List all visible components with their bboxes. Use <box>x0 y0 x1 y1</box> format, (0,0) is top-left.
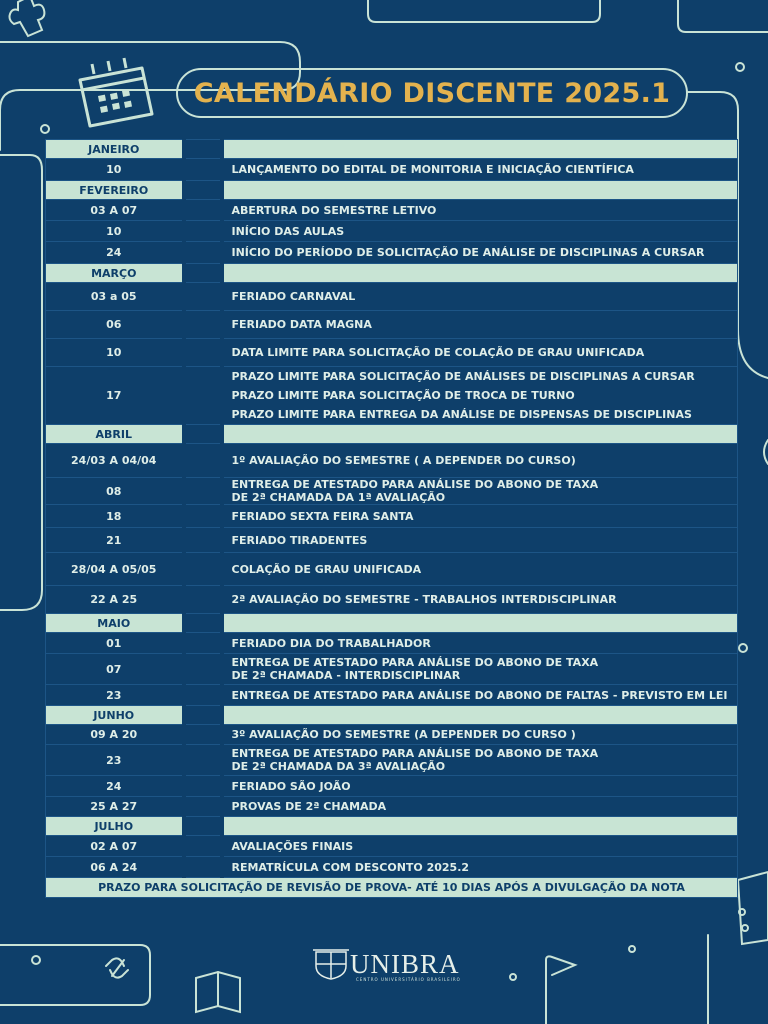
footer-note: PRAZO PARA SOLICITAÇÃO DE REVISÃO DE PROVA- ATÉ 10 DIAS APÓS A DIVULGAÇÃO DA NOTA <box>46 878 738 898</box>
gap-cell <box>184 311 222 339</box>
event-date: 01 <box>46 633 184 654</box>
table-row <box>46 339 738 367</box>
event-text: 2ª AVALIAÇÃO DO SEMESTRE - TRABALHOS INTERDISCIPLINAR <box>231 593 617 606</box>
table-row <box>46 725 738 745</box>
gap-cell <box>184 836 222 857</box>
event-description <box>222 242 738 264</box>
event-text: DE 2ª CHAMADA DA 3ª AVALIAÇÃO <box>231 760 446 773</box>
event-date: 06 A 24 <box>46 857 184 878</box>
event-description <box>222 633 738 654</box>
gap-cell <box>184 505 222 528</box>
page-title: CALENDÁRIO DISCENTE 2025.1 <box>193 77 671 109</box>
event-description <box>222 367 738 425</box>
logo-name: UNIBRA <box>350 948 460 979</box>
gap-cell <box>184 745 222 776</box>
gap-cell <box>184 221 222 242</box>
gap-cell <box>184 654 222 685</box>
event-description <box>222 776 738 797</box>
event-text: FERIADO DATA MAGNA <box>231 318 372 331</box>
title-banner <box>176 68 688 118</box>
gap-cell <box>184 633 222 654</box>
event-text: PROVAS DE 2ª CHAMADA <box>231 800 387 813</box>
event-description <box>222 586 738 614</box>
table-row <box>46 159 738 181</box>
event-date: 24 <box>46 242 184 264</box>
table-row <box>46 200 738 221</box>
event-text: DE 2ª CHAMADA - INTERDISCIPLINAR <box>231 669 461 682</box>
month-header <box>46 817 738 836</box>
gap-cell <box>184 553 222 586</box>
gap-cell <box>184 685 222 706</box>
event-description <box>222 745 738 776</box>
gap-cell <box>184 339 222 367</box>
gap-cell <box>184 181 222 200</box>
table-row <box>46 633 738 654</box>
month-header <box>46 264 738 283</box>
month-bar <box>222 614 738 633</box>
gap-cell <box>184 776 222 797</box>
event-text: INÍCIO DO PERÍODO DE SOLICITAÇÃO DE ANÁLISE DE DISCIPLINAS A CURSAR <box>231 246 705 259</box>
event-date: 25 A 27 <box>46 797 184 817</box>
event-date: 10 <box>46 221 184 242</box>
event-text: ABERTURA DO SEMESTRE LETIVO <box>231 203 437 217</box>
gap-cell <box>184 528 222 553</box>
gap-cell <box>184 264 222 283</box>
month-bar <box>222 706 738 725</box>
logo-subtitle: CENTRO UNIVERSITÁRIO BRASILEIRO <box>356 977 461 982</box>
table-row <box>46 221 738 242</box>
event-description <box>222 478 738 505</box>
month-bar <box>222 425 738 444</box>
table-row <box>46 367 738 425</box>
event-date: 07 <box>46 654 184 685</box>
table-row <box>46 586 738 614</box>
event-text: INÍCIO DAS AULAS <box>231 224 345 238</box>
event-description <box>222 339 738 367</box>
month-header <box>46 614 738 633</box>
month-header <box>46 181 738 200</box>
gap-cell <box>184 242 222 264</box>
event-text: COLAÇÃO DE GRAU UNIFICADA <box>231 562 422 576</box>
event-description <box>222 505 738 528</box>
gap-cell <box>184 797 222 817</box>
month-name: MARÇO <box>46 264 184 283</box>
event-date: 24 <box>46 776 184 797</box>
event-date: 23 <box>46 685 184 706</box>
event-description <box>222 200 738 221</box>
month-name: FEVEREIRO <box>46 181 184 200</box>
event-description <box>222 528 738 553</box>
event-date: 23 <box>46 745 184 776</box>
table-row <box>46 836 738 857</box>
event-date: 17 <box>46 367 184 425</box>
gap-cell <box>184 478 222 505</box>
event-description <box>222 836 738 857</box>
month-name: ABRIL <box>46 425 184 444</box>
event-description <box>222 553 738 586</box>
event-text: 1º AVALIAÇÃO DO SEMESTRE ( A DEPENDER DO CURSO) <box>231 454 576 467</box>
event-description <box>222 857 738 878</box>
event-description <box>222 685 738 706</box>
event-date: 21 <box>46 528 184 553</box>
month-name: MAIO <box>46 614 184 633</box>
event-date: 03 a 05 <box>46 283 184 311</box>
gap-cell <box>184 200 222 221</box>
event-text: ENTREGA DE ATESTADO PARA ANÁLISE DO ABONO DE TAXA <box>231 656 599 669</box>
month-header <box>46 425 738 444</box>
event-text: 3º AVALIAÇÃO DO SEMESTRE (A DEPENDER DO CURSO ) <box>231 728 576 741</box>
table-row <box>46 654 738 685</box>
event-text: PRAZO LIMITE PARA SOLICITAÇÃO DE TROCA DE TURNO <box>231 389 575 402</box>
event-text: ENTREGA DE ATESTADO PARA ANÁLISE DO ABONO DE FALTAS - PREVISTO EM LEI <box>231 688 728 702</box>
event-description <box>222 159 738 181</box>
event-text: LANÇAMENTO DO EDITAL DE MONITORIA E INICIAÇÃO CIENTÍFICA <box>231 163 634 176</box>
event-date: 24/03 A 04/04 <box>46 444 184 478</box>
calendar-icon <box>76 56 156 132</box>
month-header <box>46 140 738 159</box>
month-bar <box>222 140 738 159</box>
month-bar <box>222 817 738 836</box>
gap-cell <box>184 159 222 181</box>
month-name: JULHO <box>46 817 184 836</box>
event-text: FERIADO DIA DO TRABALHADOR <box>231 636 431 650</box>
event-text: FERIADO CARNAVAL <box>231 290 356 303</box>
event-description <box>222 221 738 242</box>
event-description <box>222 444 738 478</box>
table-row <box>46 444 738 478</box>
table-row <box>46 478 738 505</box>
event-date: 18 <box>46 505 184 528</box>
gap-cell <box>184 367 222 425</box>
month-name: JANEIRO <box>46 140 184 159</box>
event-description <box>222 283 738 311</box>
table-row <box>46 857 738 878</box>
gap-cell <box>184 586 222 614</box>
month-name: JUNHO <box>46 706 184 725</box>
table-row <box>46 797 738 817</box>
gap-cell <box>184 725 222 745</box>
month-bar <box>222 264 738 283</box>
event-date: 02 A 07 <box>46 836 184 857</box>
event-text: ENTREGA DE ATESTADO PARA ANÁLISE DO ABONO DE TAXA <box>231 747 599 760</box>
gap-cell <box>184 857 222 878</box>
gap-cell <box>184 425 222 444</box>
table-row <box>46 242 738 264</box>
table-row <box>46 553 738 586</box>
event-description <box>222 797 738 817</box>
event-date: 06 <box>46 311 184 339</box>
month-header <box>46 706 738 725</box>
event-text: PRAZO LIMITE PARA ENTREGA DA ANÁLISE DE DISPENSAS DE DISCIPLINAS <box>231 408 692 421</box>
calendar-table <box>45 139 738 898</box>
table-row <box>46 528 738 553</box>
event-text: FERIADO SÃO JOÃO <box>231 779 351 793</box>
gap-cell <box>184 140 222 159</box>
event-description <box>222 654 738 685</box>
event-date: 28/04 A 05/05 <box>46 553 184 586</box>
gap-cell <box>184 614 222 633</box>
logo-shield-icon <box>312 948 350 980</box>
event-text: ENTREGA DE ATESTADO PARA ANÁLISE DO ABONO DE TAXA <box>231 478 599 491</box>
table-row <box>46 745 738 776</box>
table-row <box>46 283 738 311</box>
gap-cell <box>184 283 222 311</box>
event-description <box>222 725 738 745</box>
event-date: 10 <box>46 339 184 367</box>
event-description <box>222 311 738 339</box>
unibra-logo <box>312 948 460 980</box>
table-row <box>46 776 738 797</box>
event-date: 10 <box>46 159 184 181</box>
event-date: 03 A 07 <box>46 200 184 221</box>
event-text: DATA LIMITE PARA SOLICITAÇÃO DE COLAÇÃO DE GRAU UNIFICADA <box>231 346 645 359</box>
event-text: FERIADO TIRADENTES <box>231 533 368 547</box>
month-bar <box>222 181 738 200</box>
table-row <box>46 311 738 339</box>
event-date: 09 A 20 <box>46 725 184 745</box>
event-text: DE 2ª CHAMADA DA 1ª AVALIAÇÃO <box>231 491 446 504</box>
event-text: FERIADO SEXTA FEIRA SANTA <box>231 509 414 523</box>
event-text: AVALIAÇÕES FINAIS <box>231 839 354 853</box>
table-row <box>46 685 738 706</box>
table-row <box>46 505 738 528</box>
event-text: REMATRÍCULA COM DESCONTO 2025.2 <box>231 860 470 874</box>
gap-cell <box>184 706 222 725</box>
event-date: 08 <box>46 478 184 505</box>
gap-cell <box>184 817 222 836</box>
event-text: PRAZO LIMITE PARA SOLICITAÇÃO DE ANÁLISES DE DISCIPLINAS A CURSAR <box>231 370 695 383</box>
event-date: 22 A 25 <box>46 586 184 614</box>
gap-cell <box>184 444 222 478</box>
footer-row <box>46 878 738 898</box>
